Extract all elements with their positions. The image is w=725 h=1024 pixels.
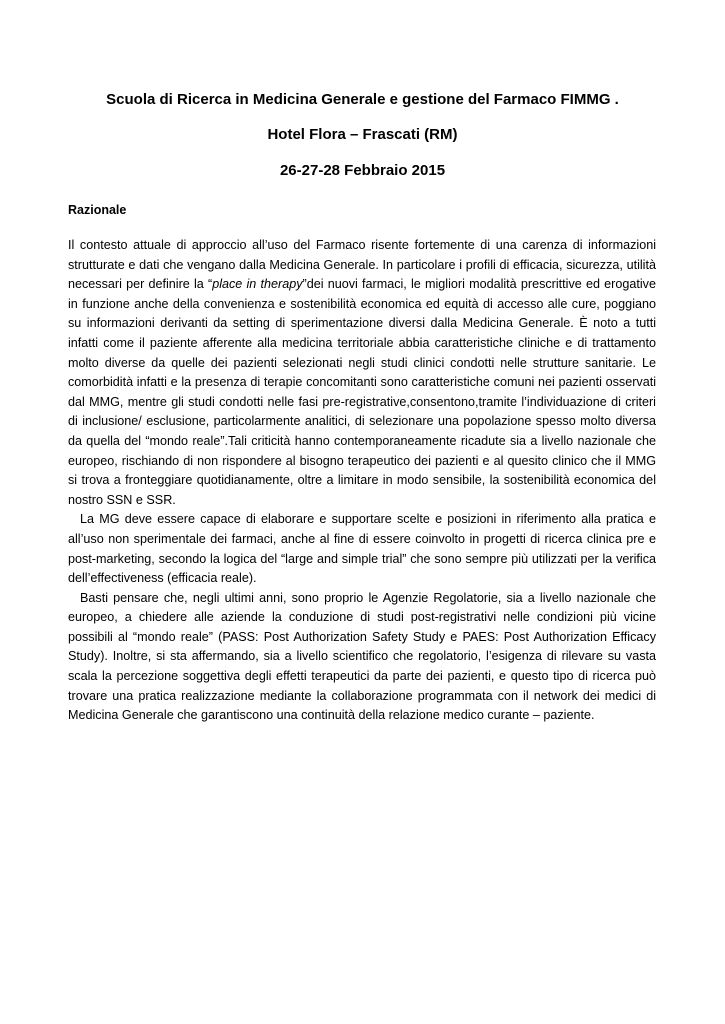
paragraph-3: Basti pensare che, negli ultimi anni, sono proprio le Agenzie Regolatorie, sia a livello nazionale che europeo, a chiedere alle aziende la conduzione di studi post-registrativi nelle condizioni più vicine possibili al “mondo reale” (PASS: Post Authorization Safety Study e PAES: Post Authorization Efficacy Study). Inoltre, si sta affermando, sia a livello scientifico che regolatorio, l’esigenza di rilevare su vasta scala la percezione soggettiva degli effetti terapeutici da parte dei pazienti, e questo tipo di ricerca può trovare una pratica realizzazione mediante la collaborazione programmata con il network dei medici di Medicina Generale che garantiscono una continuità della relazione medico curante – paziente. [68,590,656,723]
venue-line: Hotel Flora – Frascati (RM) [267,126,458,143]
date-line: 26-27-28 Febbraio 2015 [279,162,446,179]
section-heading: Razionale [68,203,127,217]
paragraph-2: La MG deve essere capace di elaborare e supportare scelte e posizioni in riferimento alla pratica e all’uso non sperimentale dei farmaci, anche al fine di essere coinvolto in progetti di ricerca clinica pre e post-marketing, secondo la logica del “large and simple trial” che sono sempre più utilizzati per la verifica dell’effectiveness (efficacia reale). [68,512,656,586]
paragraph-1 [68,236,656,510]
document-title: Scuola di Ricerca in Medicina Generale e gestione del Farmaco FIMMG . [106,91,619,108]
paragraph-1-emphasis: place in therapy [212,277,303,292]
paragraph-1-text-a: Il contesto attuale di approccio all’uso del Farmaco risente fortemente di una carenza di informazioni strutturate e dati che vengano dalla Medicina Generale. In particolare i profili di efficacia, sicurezza, utilità necessari per definire la “ [68,238,656,292]
paragraph-1-text-b: ”dei nuovi farmaci, le migliori modalità prescrittive ed erogative in funzione anche della convenienza e sostenibilità economica ed equità di accesso alle cure, poggiano su informazioni derivanti da setting di sperimentazione diversi dalla Medicina Generale. È noto a tutti infatti come il paziente afferente alla medicina territoriale abbia caratteristiche cliniche e di trattamento molto diverse da quelle dei pazienti selezionati negli studi clinici condotti nelle strutture sanitarie. Le comorbidità infatti e la presenza di terapie concomitanti sono caratteristiche comuni nei pazienti osservati dal MMG, mentre gli studi condotti nelle fasi pre-registrative,consentono,tramite l’individuazione di criteri di inclusione/ esclusione, particolarmente analitici, di selezionare una popolazione spesso molto diversa da quella del “mondo reale”.Tali criticità hanno contemporaneamente ricadute sia a livello nazionale che europeo, rischiando di non rispondere al bisogno terapeutico dei pazienti e al quesito clinico che il MMG si trova a fronteggiare quotidianamente, oltre a limitare in modo sensibile, la sostenibilità economica del nostro SSN e SSR. [68,277,656,507]
section-body [68,236,656,726]
